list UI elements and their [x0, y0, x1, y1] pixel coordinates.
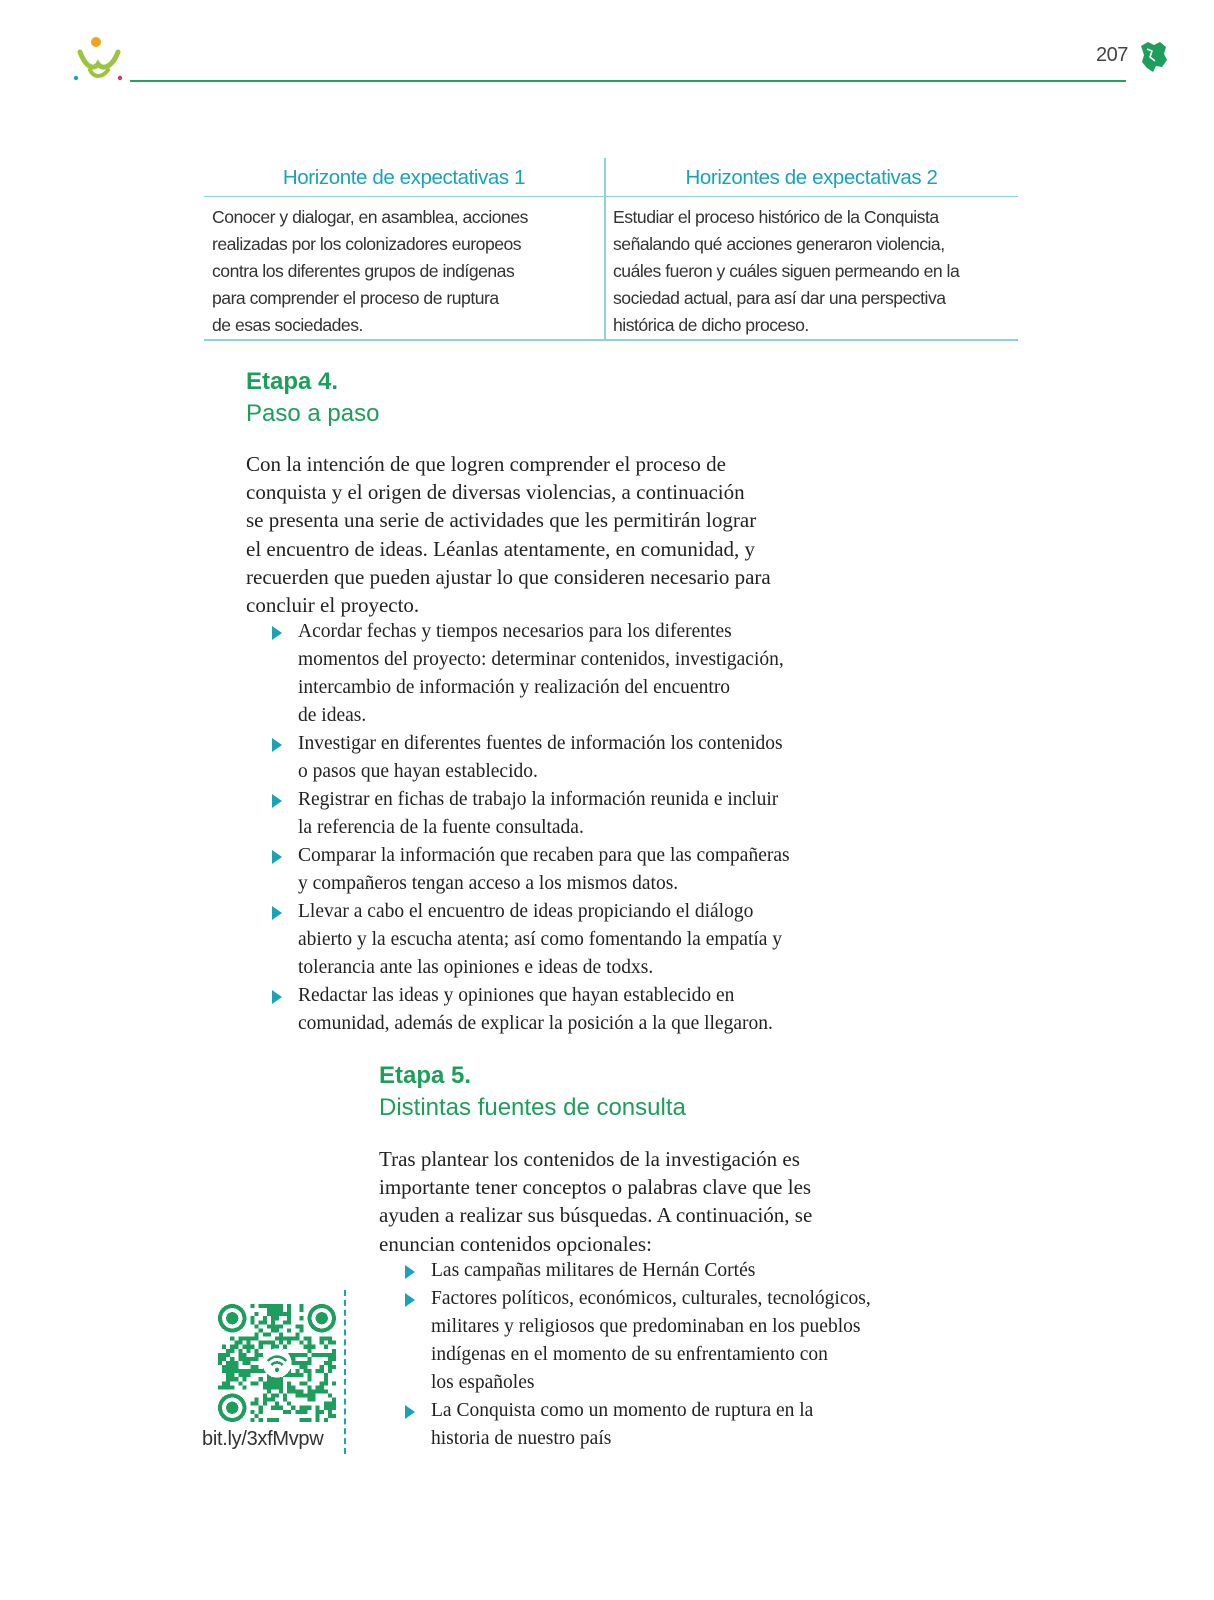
table-line: sociedad actual, para así dar una perspectiva — [613, 288, 946, 308]
bullet-triangle-icon — [272, 738, 282, 752]
list-item-line: Investigar en diferentes fuentes de información los contenidos — [298, 733, 783, 754]
list-item-line: militares y religiosos que predominaban en los pueblos — [431, 1316, 861, 1337]
green-map-icon — [1138, 40, 1168, 74]
page-number: 207 — [1096, 44, 1128, 66]
paragraph-line: se presenta una serie de actividades que les permitirán lograr — [246, 508, 757, 533]
list-item-line: y compañeros tengan acceso a los mismos datos. — [298, 873, 679, 894]
list-item-line: o pasos que hayan establecido. — [298, 761, 538, 782]
list-item — [403, 1285, 871, 1397]
list-item-line: comunidad, además de explicar la posición a la que llegaron. — [298, 1013, 773, 1034]
list-item — [403, 1257, 871, 1285]
table-bottom-rule — [204, 339, 1018, 341]
stage-5-subtitle: Distintas fuentes de consulta — [379, 1094, 686, 1121]
column-heading: Horizonte de expectativas 1 — [204, 158, 604, 197]
column-heading: Horizontes de expectativas 2 — [605, 158, 1018, 197]
paragraph-line: Tras plantear los contenidos de la investigación es — [379, 1147, 800, 1171]
bullet-triangle-icon — [272, 850, 282, 864]
list-item-line: intercambio de información y realización del encuentro — [298, 677, 731, 698]
table-line: cuáles fueron y cuáles siguen permeando en la — [613, 261, 960, 281]
paragraph-line: Con la intención de que logren comprender el proceso de — [246, 452, 726, 476]
qr-code-icon[interactable] — [218, 1304, 336, 1422]
list-item-line: Acordar fechas y tiempos necesarios para los diferentes — [298, 621, 732, 642]
paragraph-line: conquista y el origen de diversas violencias, a continuación — [246, 480, 745, 505]
bullet-triangle-icon — [272, 794, 282, 808]
bullet-triangle-icon — [272, 990, 282, 1004]
list-item-line: historia de nuestro país — [431, 1428, 612, 1449]
bullet-triangle-icon — [405, 1293, 415, 1307]
list-item-line: Comparar la información que recaben para que las compañeras — [298, 845, 790, 866]
paragraph-line: ayuden a realizar sus búsquedas. A continuación, se — [379, 1203, 813, 1228]
expectations-column-2 — [605, 158, 1018, 339]
table-line: realizadas por los colonizadores europeos — [212, 234, 522, 254]
paragraph-line: concluir el proyecto. — [246, 593, 420, 618]
table-line: histórica de dicho proceso. — [613, 315, 809, 335]
bullet-triangle-icon — [405, 1405, 415, 1419]
table-line: Estudiar el proceso histórico de la Conquista — [613, 207, 939, 227]
stage-5-topic-list — [403, 1257, 871, 1453]
stage-4-subtitle: Paso a paso — [246, 400, 380, 427]
stylized-person-logo-icon — [72, 34, 128, 86]
list-item — [270, 982, 790, 1038]
stage-5-label: Etapa 5. — [379, 1062, 472, 1089]
bullet-triangle-icon — [272, 626, 282, 640]
stage-4-label: Etapa 4. — [246, 368, 339, 395]
list-item-line: Redactar las ideas y opiniones que hayan establecido en — [298, 985, 735, 1006]
table-line: señalando qué acciones generaron violencia, — [613, 234, 945, 254]
list-item-line: La Conquista como un momento de ruptura en la — [431, 1400, 814, 1421]
bullet-triangle-icon — [272, 906, 282, 920]
list-item-line: Llevar a cabo el encuentro de ideas propiciando el diálogo — [298, 901, 754, 922]
list-item-line: abierto y la escucha atenta; así como fomentando la empatía y — [298, 929, 783, 950]
qr-dashed-divider — [344, 1290, 346, 1454]
table-line: contra los diferentes grupos de indígenas — [212, 261, 515, 281]
list-item-line: Factores políticos, económicos, culturales, tecnológicos, — [431, 1288, 871, 1309]
paragraph-line: enuncian contenidos opcionales: — [379, 1231, 652, 1256]
list-item-line: indígenas en el momento de su enfrentamiento con — [431, 1344, 828, 1365]
list-item — [270, 618, 790, 730]
list-item-line: los españoles — [431, 1372, 535, 1393]
list-item-line: Las campañas militares de Hernán Cortés — [431, 1260, 756, 1281]
list-item — [270, 842, 790, 898]
list-item-line: la referencia de la fuente consultada. — [298, 817, 584, 838]
list-item — [270, 786, 790, 842]
table-line: de esas sociedades. — [212, 315, 363, 335]
table-line: Conocer y dialogar, en asamblea, acciones — [212, 207, 528, 227]
qr-short-link[interactable]: bit.ly/3xfMvpw — [202, 1428, 324, 1450]
list-item-line: Registrar en fichas de trabajo la información reunida e incluir — [298, 789, 779, 810]
list-item-line: tolerancia ante las opiniones e ideas de todxs. — [298, 957, 654, 978]
list-item — [270, 730, 790, 786]
stage-4-intro — [246, 450, 771, 619]
list-item — [270, 898, 790, 982]
paragraph-line: el encuentro de ideas. Léanlas atentamente, en comunidad, y — [246, 536, 756, 561]
list-item-line: de ideas. — [298, 705, 367, 726]
expectations-column-1 — [204, 158, 604, 339]
list-item — [403, 1397, 871, 1453]
bullet-triangle-icon — [405, 1265, 415, 1279]
list-item-line: momentos del proyecto: determinar contenidos, investigación, — [298, 649, 784, 670]
column-body — [204, 197, 604, 339]
paragraph-line: recuerden que pueden ajustar lo que consideren necesario para — [246, 564, 771, 589]
column-body — [605, 197, 1018, 339]
stage-5-intro — [379, 1145, 812, 1258]
paragraph-line: importante tener conceptos o palabras clave que les — [379, 1175, 812, 1200]
stage-4-activity-list — [270, 618, 790, 1038]
header-rule — [130, 80, 1126, 82]
table-line: para comprender el proceso de ruptura — [212, 288, 499, 308]
